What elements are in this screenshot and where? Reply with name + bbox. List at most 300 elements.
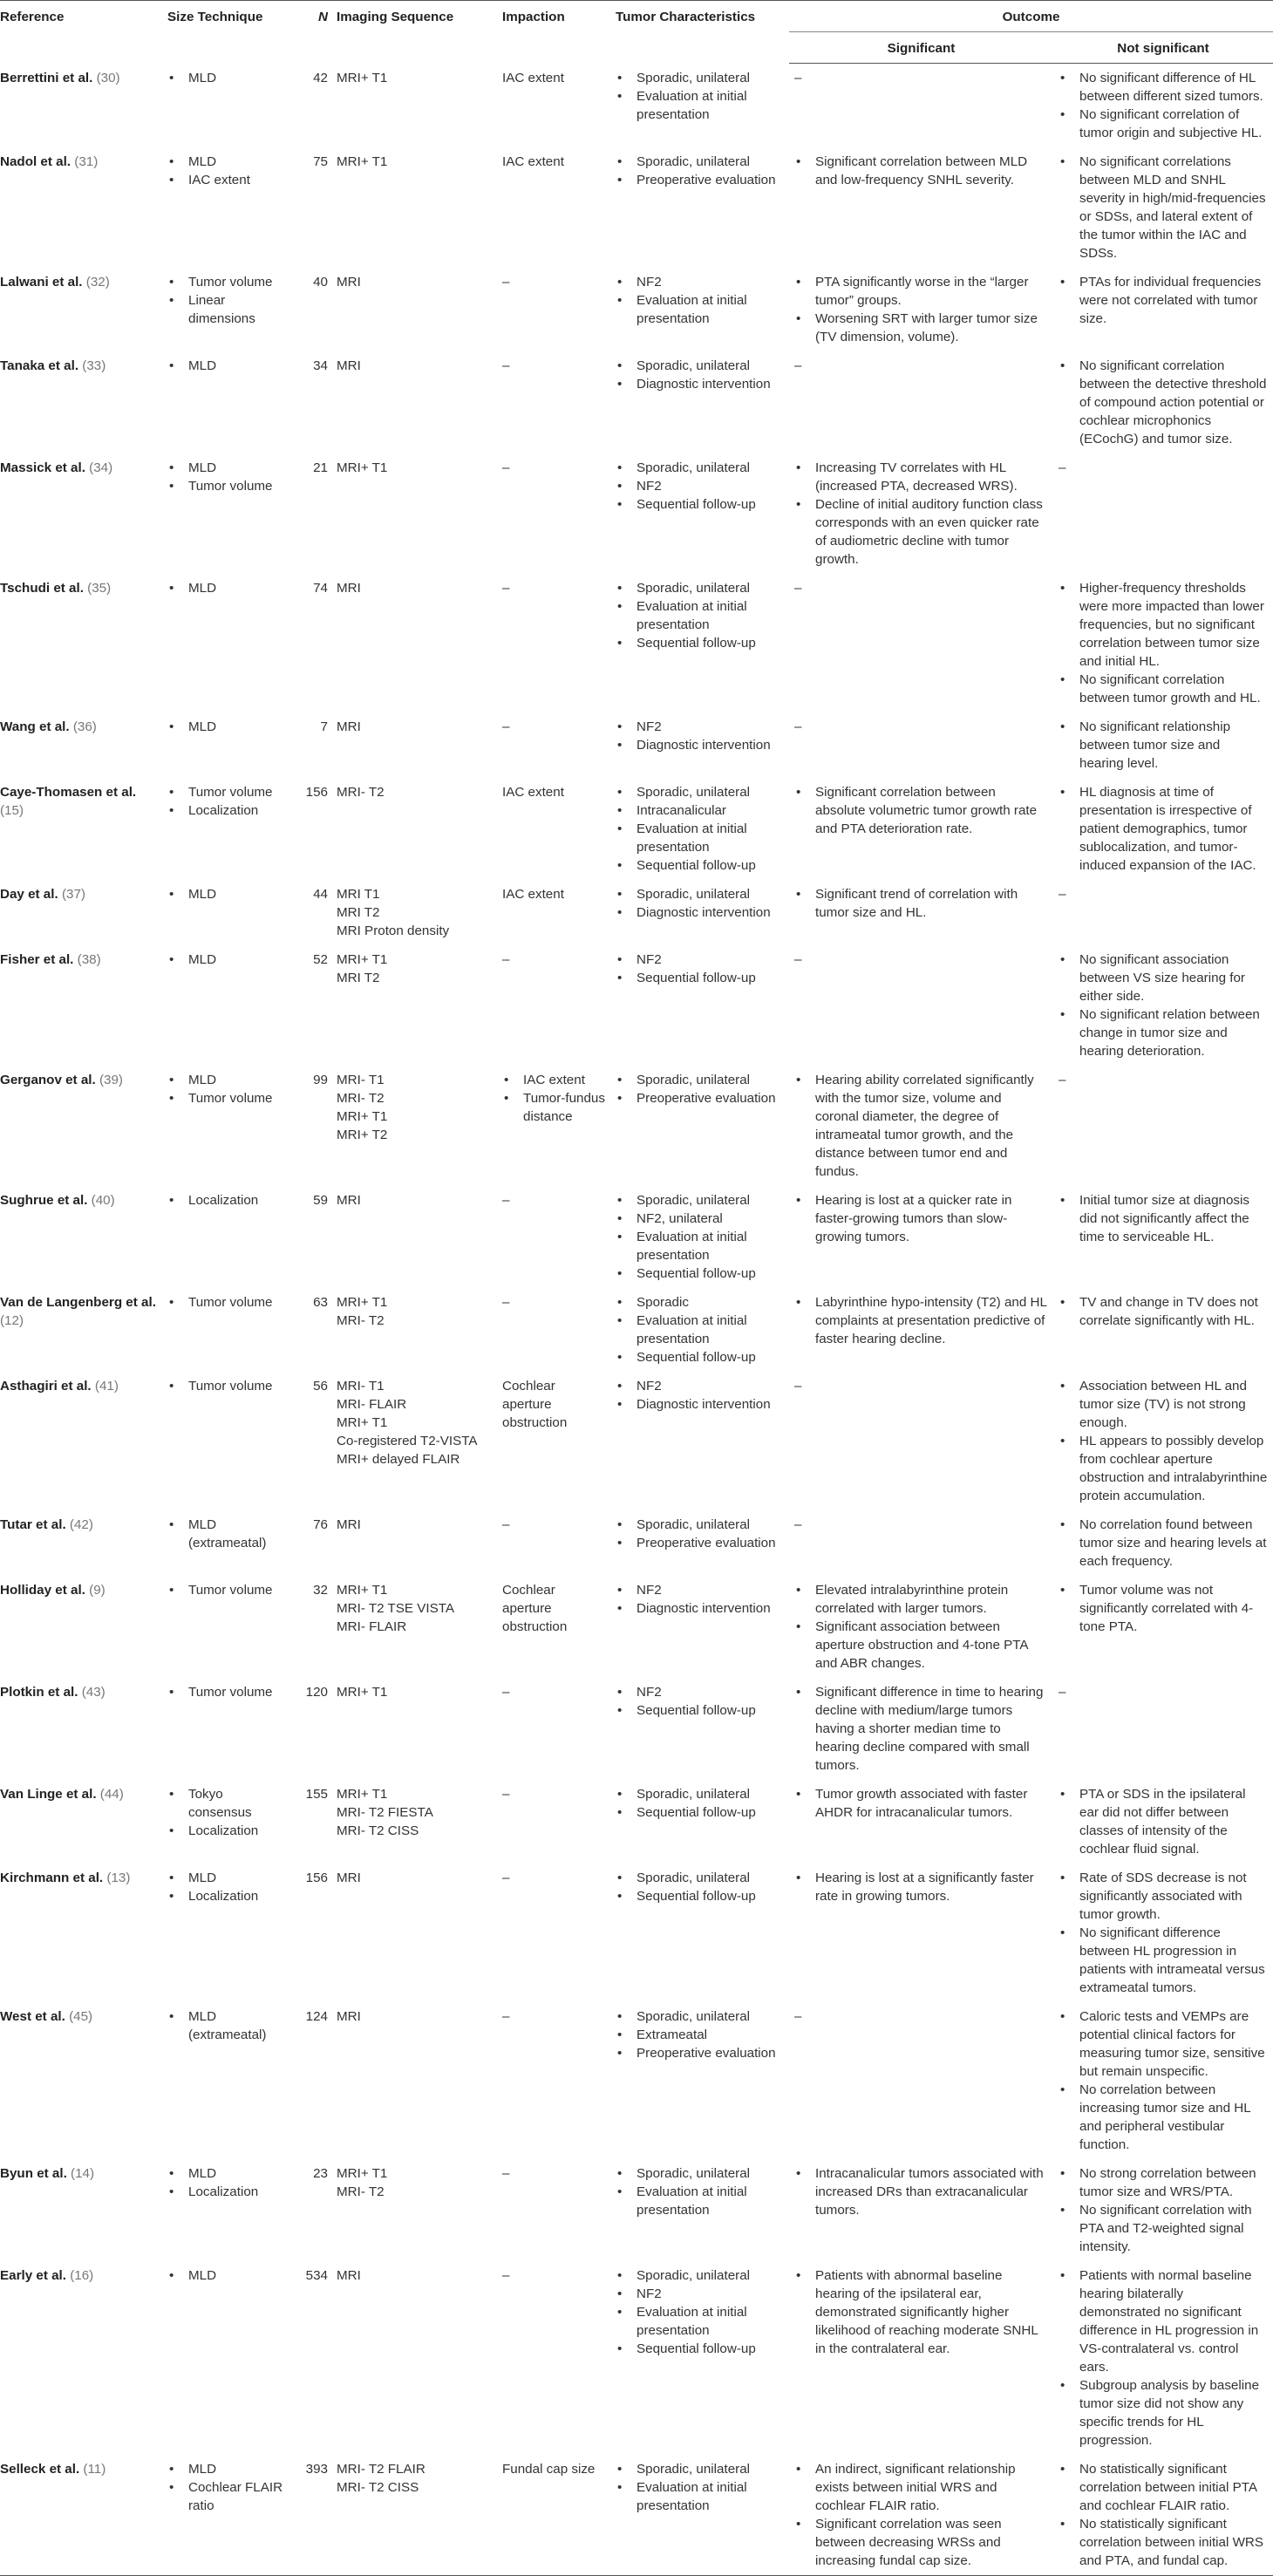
size-technique-cell xyxy=(162,351,293,453)
tumor-list-item: • NF2 xyxy=(616,273,784,291)
not-significant-cell xyxy=(1053,1576,1273,1678)
citation-link[interactable]: (43) xyxy=(81,1685,106,1700)
impaction-cell xyxy=(497,1780,610,1864)
header-tumor-characteristics: Tumor Characteristics xyxy=(610,1,789,64)
table-row xyxy=(0,2261,1273,2455)
impaction-cell xyxy=(497,1576,610,1678)
impaction-value: – xyxy=(502,1193,510,1208)
author: Kirchmann et al. xyxy=(0,1871,104,1885)
author: Tschudi et al. xyxy=(0,581,84,596)
imaging-line: MRI- T2 CISS xyxy=(337,1823,419,1838)
tumor-cell xyxy=(610,712,789,778)
significant-list-item: • Significant association between aperture obstruction and 4-tone PTA and ABR changes. xyxy=(794,1618,1048,1673)
size-technique-cell xyxy=(162,268,293,351)
tumor-list-item: • Extrameatal xyxy=(616,2026,784,2044)
tumor-cell xyxy=(610,945,789,1066)
not-significant-list xyxy=(1059,1293,1268,1330)
impaction-value: IAC extent xyxy=(502,887,564,902)
not-significant-list-item: • Initial tumor size at diagnosis did not significantly affect the time to serviceable HL. xyxy=(1059,1191,1268,1246)
table-row xyxy=(0,268,1273,351)
imaging-line: MRI Proton density xyxy=(337,923,450,938)
n-cell: 74 xyxy=(313,581,328,596)
not-significant-dash: – xyxy=(1059,460,1066,475)
not-significant-cell xyxy=(1053,2002,1273,2159)
size-list-item: • MLD xyxy=(167,357,288,375)
not-significant-list xyxy=(1059,2007,1268,2154)
tumor-list xyxy=(616,951,784,987)
impaction-cell xyxy=(497,2261,610,2455)
significant-cell xyxy=(789,1576,1053,1678)
tumor-list xyxy=(616,153,784,189)
impaction-cell xyxy=(497,1066,610,1186)
size-list-item: • MLD (extrameatal) xyxy=(167,2007,288,2044)
reference-cell xyxy=(0,1510,162,1576)
tumor-cell xyxy=(610,1288,789,1372)
tumor-list-item: • Evaluation at initial presentation xyxy=(616,1228,784,1264)
impaction-list xyxy=(502,1071,605,1126)
significant-cell xyxy=(789,453,1053,574)
size-list-item: • Tumor volume xyxy=(167,1683,288,1701)
n-cell: 63 xyxy=(313,1295,328,1310)
citation-link[interactable]: (41) xyxy=(94,1379,119,1394)
citation-link[interactable]: (33) xyxy=(82,358,106,373)
not-significant-list xyxy=(1059,1785,1268,1858)
tumor-list-item: • NF2 xyxy=(616,718,784,736)
imaging-line: MRI xyxy=(337,2009,361,2024)
tumor-list xyxy=(616,1191,784,1283)
tumor-list-item: • Sporadic, unilateral xyxy=(616,1785,784,1803)
size-technique-cell xyxy=(162,1576,293,1678)
impaction-cell xyxy=(497,1510,610,1576)
tumor-list xyxy=(616,2164,784,2219)
not-significant-dash: – xyxy=(1059,887,1066,902)
tumor-list-item: • Sporadic, unilateral xyxy=(616,579,784,597)
n-cell: 75 xyxy=(313,154,328,169)
size-technique-cell xyxy=(162,574,293,712)
citation-link[interactable]: (44) xyxy=(99,1787,124,1802)
citation-link[interactable]: (45) xyxy=(69,2009,93,2024)
citation-link[interactable]: (32) xyxy=(85,275,110,290)
impaction-cell xyxy=(497,574,610,712)
imaging-cell xyxy=(331,1678,497,1780)
impaction-value: – xyxy=(502,2009,510,2024)
citation-link[interactable]: (13) xyxy=(106,1871,131,1885)
tumor-list-item: • Sporadic, unilateral xyxy=(616,2460,784,2478)
impaction-cell xyxy=(497,778,610,880)
table-row xyxy=(0,147,1273,268)
citation-link[interactable]: (39) xyxy=(99,1073,123,1087)
tumor-list xyxy=(616,1293,784,1366)
imaging-cell xyxy=(331,1066,497,1186)
not-significant-list-item: • No significant correlation between the detective threshold of compound action potential or cochlear microphonics (ECochG) and tumor size. xyxy=(1059,357,1268,448)
tumor-cell xyxy=(610,453,789,574)
table-row xyxy=(0,880,1273,945)
not-significant-list-item: • Rate of SDS decrease is not significantly associated with tumor growth. xyxy=(1059,1869,1268,1924)
size-list-item: • MLD xyxy=(167,2460,288,2478)
author: Tutar et al. xyxy=(0,1517,66,1532)
imaging-line: MRI xyxy=(337,275,361,290)
size-list-item: • MLD xyxy=(167,1071,288,1089)
citation-link[interactable]: (34) xyxy=(89,460,113,475)
significant-list-item: • PTA significantly worse in the “larger tumor” groups. xyxy=(794,273,1048,310)
n-cell: 52 xyxy=(313,952,328,967)
imaging-cell xyxy=(331,1372,497,1510)
author: Holliday et al. xyxy=(0,1583,85,1598)
significant-list xyxy=(794,2164,1048,2219)
header-n: N xyxy=(293,1,331,64)
tumor-cell xyxy=(610,1678,789,1780)
size-list-item: • Tumor volume xyxy=(167,1377,288,1395)
significant-list xyxy=(794,1071,1048,1181)
table-row xyxy=(0,712,1273,778)
reference-cell xyxy=(0,2261,162,2455)
tumor-list-item: • Evaluation at initial presentation xyxy=(616,2478,784,2515)
significant-cell xyxy=(789,1066,1053,1186)
significant-dash: – xyxy=(794,358,802,373)
size-list xyxy=(167,2164,288,2201)
n-cell: 534 xyxy=(305,2268,328,2283)
not-significant-list-item: • No significant difference of HL between different sized tumors. xyxy=(1059,69,1268,106)
size-list-item: • Tumor volume xyxy=(167,1581,288,1599)
impaction-cell xyxy=(497,1864,610,2002)
significant-list xyxy=(794,273,1048,346)
imaging-cell xyxy=(331,945,497,1066)
impaction-value: – xyxy=(502,1685,510,1700)
table-row xyxy=(0,1864,1273,2002)
not-significant-list-item: • HL appears to possibly develop from cochlear aperture obstruction and intralabyrinthine protein accumulation. xyxy=(1059,1432,1268,1505)
imaging-cell xyxy=(331,1780,497,1864)
significant-cell xyxy=(789,147,1053,268)
tumor-list-item: • Sporadic, unilateral xyxy=(616,885,784,903)
author: Berrettini et al. xyxy=(0,70,93,85)
not-significant-cell xyxy=(1053,1510,1273,1576)
table-row xyxy=(0,1678,1273,1780)
table-row xyxy=(0,1186,1273,1288)
impaction-value: – xyxy=(502,275,510,290)
size-list xyxy=(167,357,288,375)
impaction-value: Cochlear aperture obstruction xyxy=(502,1379,568,1430)
citation-link[interactable]: (16) xyxy=(70,2268,94,2283)
size-technique-cell xyxy=(162,778,293,880)
significant-list xyxy=(794,459,1048,569)
impaction-list-item: • IAC extent xyxy=(502,1071,605,1089)
header-significant: Significant xyxy=(789,32,1053,64)
size-list xyxy=(167,1071,288,1107)
impaction-cell xyxy=(497,453,610,574)
citation-link[interactable]: (31) xyxy=(74,154,99,169)
impaction-value: IAC extent xyxy=(502,70,564,85)
size-technique-cell xyxy=(162,1288,293,1372)
tumor-list-item: • Sporadic, unilateral xyxy=(616,357,784,375)
citation-link[interactable]: (30) xyxy=(96,70,120,85)
significant-list-item: • Hearing is lost at a significantly faster rate in growing tumors. xyxy=(794,1869,1048,1905)
author: Van de Langenberg et al. xyxy=(0,1295,156,1310)
imaging-cell xyxy=(331,453,497,574)
not-significant-list-item: • Subgroup analysis by baseline tumor size did not show any specific trends for HL progression. xyxy=(1059,2376,1268,2450)
size-list xyxy=(167,1377,288,1395)
tumor-list-item: • Preoperative evaluation xyxy=(616,1089,784,1107)
not-significant-list xyxy=(1059,579,1268,707)
n-cell: 76 xyxy=(313,1517,328,1532)
imaging-cell xyxy=(331,1576,497,1678)
significant-dash: – xyxy=(794,1379,802,1394)
citation-link[interactable]: (12) xyxy=(0,1313,24,1328)
imaging-cell xyxy=(331,268,497,351)
not-significant-list-item: • PTAs for individual frequencies were not correlated with tumor size. xyxy=(1059,273,1268,328)
citation-link[interactable]: (36) xyxy=(72,719,97,734)
not-significant-cell xyxy=(1053,1288,1273,1372)
reference-cell xyxy=(0,268,162,351)
impaction-value: – xyxy=(502,1787,510,1802)
imaging-cell xyxy=(331,64,497,148)
impaction-value: – xyxy=(502,1295,510,1310)
n-cell: 7 xyxy=(320,719,328,734)
tumor-list-item: • Sporadic, unilateral xyxy=(616,2266,784,2285)
reference-cell xyxy=(0,1780,162,1864)
impaction-cell xyxy=(497,64,610,148)
citation-link[interactable]: (38) xyxy=(77,952,101,967)
citation-link[interactable]: (11) xyxy=(83,2462,106,2477)
size-list xyxy=(167,783,288,820)
significant-list xyxy=(794,1191,1048,1246)
n-cell: 124 xyxy=(305,2009,328,2024)
significant-list xyxy=(794,885,1048,922)
table-row xyxy=(0,64,1273,148)
tumor-cell xyxy=(610,1066,789,1186)
n-cell: 56 xyxy=(313,1379,328,1394)
reference-cell xyxy=(0,880,162,945)
tumor-cell xyxy=(610,147,789,268)
significant-cell xyxy=(789,880,1053,945)
citation-link[interactable]: (42) xyxy=(69,1517,93,1532)
author: Sughrue et al. xyxy=(0,1193,88,1208)
significant-list xyxy=(794,2266,1048,2358)
size-technique-cell xyxy=(162,1510,293,1576)
not-significant-list xyxy=(1059,357,1268,448)
tumor-list xyxy=(616,1071,784,1107)
not-significant-cell xyxy=(1053,351,1273,453)
size-list-item: • MLD xyxy=(167,2266,288,2285)
reference-cell xyxy=(0,945,162,1066)
header-not-significant: Not significant xyxy=(1053,32,1273,64)
significant-list xyxy=(794,783,1048,838)
tumor-list-item: • Sporadic, unilateral xyxy=(616,1869,784,1887)
tumor-list xyxy=(616,69,784,124)
size-list xyxy=(167,1581,288,1599)
imaging-line: MRI+ T1 xyxy=(337,1295,388,1310)
size-technique-cell xyxy=(162,147,293,268)
tumor-list-item: • Diagnostic intervention xyxy=(616,736,784,754)
tumor-list-item: • Evaluation at initial presentation xyxy=(616,1312,784,1348)
not-significant-cell xyxy=(1053,453,1273,574)
tumor-cell xyxy=(610,1780,789,1864)
tumor-list-item: • Preoperative evaluation xyxy=(616,171,784,189)
significant-dash: – xyxy=(794,2009,802,2024)
imaging-line: MRI+ T1 xyxy=(337,952,388,967)
tumor-list-item: • Diagnostic intervention xyxy=(616,903,784,922)
not-significant-list xyxy=(1059,2164,1268,2256)
impaction-value: – xyxy=(502,2166,510,2181)
size-list xyxy=(167,1683,288,1701)
impaction-value: – xyxy=(502,2268,510,2283)
table-row xyxy=(0,574,1273,712)
size-list xyxy=(167,2007,288,2044)
imaging-line: MRI- T2 xyxy=(337,1091,385,1106)
tumor-list-item: • Preoperative evaluation xyxy=(616,2044,784,2062)
reference-cell xyxy=(0,712,162,778)
imaging-line: MRI T1 xyxy=(337,887,380,902)
significant-list xyxy=(794,1293,1048,1348)
size-list xyxy=(167,1785,288,1840)
table-row xyxy=(0,2455,1273,2576)
n-cell: 156 xyxy=(305,1871,328,1885)
size-list-item: • Tumor volume xyxy=(167,1089,288,1107)
imaging-cell xyxy=(331,778,497,880)
size-list xyxy=(167,1516,288,1552)
table-row xyxy=(0,1510,1273,1576)
impaction-value: – xyxy=(502,460,510,475)
size-list xyxy=(167,885,288,903)
citation-link[interactable]: (14) xyxy=(71,2166,95,2181)
table-row xyxy=(0,778,1273,880)
not-significant-cell xyxy=(1053,2261,1273,2455)
size-technique-cell xyxy=(162,712,293,778)
significant-list-item: • Hearing ability correlated significantly with the tumor size, volume and coronal diameter, the degree of intrameatal tumor growth, and the distance between tumor end and fundus. xyxy=(794,1071,1048,1181)
tumor-list-item: • Evaluation at initial presentation xyxy=(616,2303,784,2340)
table-row xyxy=(0,453,1273,574)
not-significant-list-item: • No significant difference between HL progression in patients with intrameatal versus extrameatal tumors. xyxy=(1059,1924,1268,1997)
size-list-item: • Localization xyxy=(167,801,288,820)
reference-cell xyxy=(0,1186,162,1288)
size-list xyxy=(167,951,288,969)
not-significant-cell xyxy=(1053,574,1273,712)
significant-list-item: • Labyrinthine hypo-intensity (T2) and HL complaints at presentation predictive of faster hearing decline. xyxy=(794,1293,1048,1348)
not-significant-list-item: • HL diagnosis at time of presentation is irrespective of patient demographics, tumor sublocalization, and tumor-induced expansion of the IAC. xyxy=(1059,783,1268,875)
size-list xyxy=(167,69,288,87)
impaction-cell xyxy=(497,1186,610,1288)
not-significant-list-item: • No significant correlations between MLD and SNHL severity in high/mid-frequencies or SDSs, and lateral extent of the tumor within the IAC and SDSs. xyxy=(1059,153,1268,262)
significant-list-item: • Hearing is lost at a quicker rate in faster-growing tumors than slow-growing tumors. xyxy=(794,1191,1048,1246)
tumor-cell xyxy=(610,2002,789,2159)
size-list xyxy=(167,1191,288,1210)
imaging-line: MRI+ T2 xyxy=(337,1128,388,1142)
size-technique-cell xyxy=(162,1864,293,2002)
imaging-line: MRI+ T1 xyxy=(337,1109,388,1124)
size-list-item: • Linear dimensions xyxy=(167,291,288,328)
author: Nadol et al. xyxy=(0,154,71,169)
not-significant-list-item: • Patients with normal baseline hearing bilaterally demonstrated no significant difference in HL progression in VS-contralateral vs. control ears. xyxy=(1059,2266,1268,2376)
not-significant-cell xyxy=(1053,1186,1273,1288)
tumor-list-item: • Sporadic, unilateral xyxy=(616,1191,784,1210)
size-list-item: • Localization xyxy=(167,1191,288,1210)
not-significant-list xyxy=(1059,69,1268,142)
table-row xyxy=(0,2159,1273,2261)
table-row xyxy=(0,1288,1273,1372)
tumor-list-item: • Sequential follow-up xyxy=(616,1264,784,1283)
impaction-value: Fundal cap size xyxy=(502,2462,596,2477)
size-technique-cell xyxy=(162,2455,293,2576)
size-list-item: • Cochlear FLAIR ratio xyxy=(167,2478,288,2515)
size-technique-cell xyxy=(162,2159,293,2261)
reference-cell xyxy=(0,1864,162,2002)
reference-cell xyxy=(0,1678,162,1780)
imaging-cell xyxy=(331,712,497,778)
not-significant-list-item: • Tumor volume was not significantly correlated with 4-tone PTA. xyxy=(1059,1581,1268,1636)
size-list-item: • Tumor volume xyxy=(167,273,288,291)
imaging-line: MRI+ T1 xyxy=(337,1415,388,1430)
not-significant-list-item: • No significant relation between change in tumor size and hearing deterioration. xyxy=(1059,1005,1268,1060)
imaging-line: MRI xyxy=(337,1193,361,1208)
n-cell: 42 xyxy=(313,70,328,85)
size-technique-cell xyxy=(162,1780,293,1864)
citation-link[interactable]: (40) xyxy=(91,1193,115,1208)
reference-cell xyxy=(0,1576,162,1678)
tumor-list xyxy=(616,1581,784,1618)
tumor-list xyxy=(616,2266,784,2358)
tumor-list-item: • NF2, unilateral xyxy=(616,1210,784,1228)
tumor-list-item: • Sporadic, unilateral xyxy=(616,459,784,477)
not-significant-cell xyxy=(1053,147,1273,268)
tumor-list-item: • Evaluation at initial presentation xyxy=(616,2183,784,2219)
significant-list-item: • Significant correlation between MLD and low-frequency SNHL severity. xyxy=(794,153,1048,189)
citation-link[interactable]: (37) xyxy=(61,887,85,902)
reference-cell xyxy=(0,64,162,148)
not-significant-dash: – xyxy=(1059,1685,1066,1700)
citation-link[interactable]: (15) xyxy=(0,803,24,818)
not-significant-list xyxy=(1059,951,1268,1060)
size-technique-cell xyxy=(162,2002,293,2159)
tumor-list-item: • Sequential follow-up xyxy=(616,856,784,875)
imaging-line: MRI- T1 xyxy=(337,1379,385,1394)
n-cell: 99 xyxy=(313,1073,328,1087)
imaging-line: MRI+ T1 xyxy=(337,460,388,475)
tumor-cell xyxy=(610,2261,789,2455)
imaging-cell xyxy=(331,147,497,268)
tumor-cell xyxy=(610,574,789,712)
imaging-line: MRI xyxy=(337,719,361,734)
size-list-item: • MLD xyxy=(167,885,288,903)
significant-list-item: • Worsening SRT with larger tumor size (TV dimension, volume). xyxy=(794,310,1048,346)
imaging-line: Co-registered T2-VISTA xyxy=(337,1434,478,1448)
n-cell: 156 xyxy=(305,785,328,800)
imaging-line: MRI- T2 FLAIR xyxy=(337,2462,425,2477)
tumor-list xyxy=(616,459,784,514)
not-significant-list xyxy=(1059,1191,1268,1246)
size-list-item: • MLD xyxy=(167,69,288,87)
impaction-value: IAC extent xyxy=(502,154,564,169)
size-list xyxy=(167,2460,288,2515)
imaging-line: MRI T2 xyxy=(337,971,380,985)
impaction-value: – xyxy=(502,1517,510,1532)
size-list-item: • MLD xyxy=(167,153,288,171)
citation-link[interactable]: (9) xyxy=(89,1583,106,1598)
imaging-line: MRI xyxy=(337,1517,361,1532)
citation-link[interactable]: (35) xyxy=(87,581,112,596)
significant-cell xyxy=(789,945,1053,1066)
imaging-line: MRI+ T1 xyxy=(337,1583,388,1598)
size-list-item: • MLD xyxy=(167,579,288,597)
size-technique-cell xyxy=(162,1678,293,1780)
imaging-line: MRI T2 xyxy=(337,905,380,920)
tumor-cell xyxy=(610,778,789,880)
not-significant-cell xyxy=(1053,880,1273,945)
imaging-line: MRI xyxy=(337,358,361,373)
reference-cell xyxy=(0,1288,162,1372)
significant-list-item: • An indirect, significant relationship exists between initial WRS and cochlear FLAIR ratio. xyxy=(794,2460,1048,2515)
impaction-value: – xyxy=(502,581,510,596)
not-significant-cell xyxy=(1053,2455,1273,2576)
tumor-cell xyxy=(610,880,789,945)
